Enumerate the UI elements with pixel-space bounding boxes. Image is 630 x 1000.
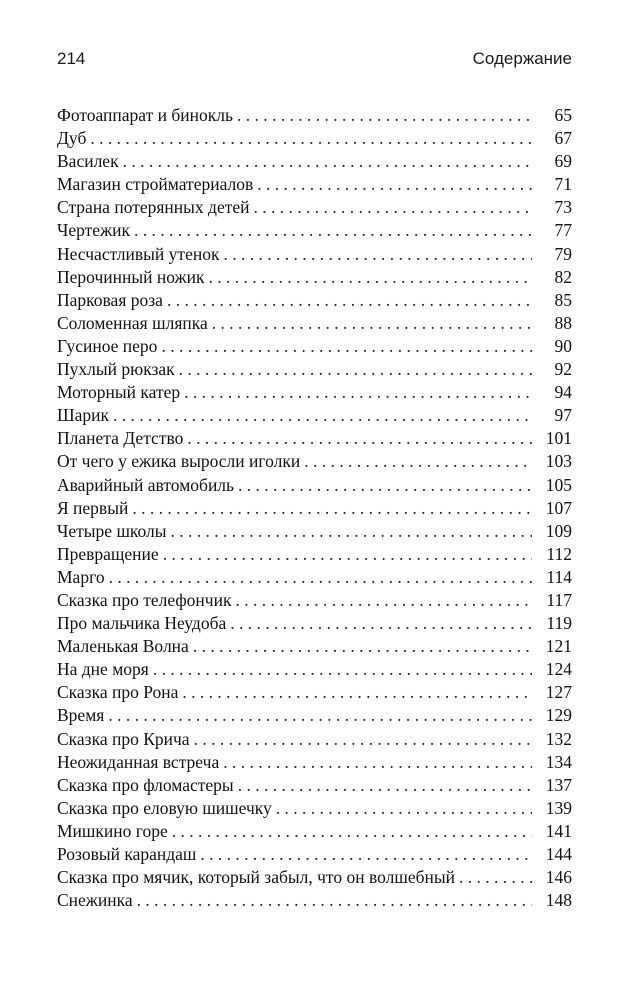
toc-entry-title: Сказка про еловую шишечку xyxy=(57,797,272,818)
toc-entry-page: 103 xyxy=(545,451,572,472)
toc-entry-title: На дне моря xyxy=(57,659,149,680)
toc-entry-title: Моторный катер xyxy=(57,382,181,403)
toc-entry-page: 101 xyxy=(545,428,572,449)
dot-leader xyxy=(223,243,532,266)
toc-entry-title: Перочинный ножик xyxy=(57,266,205,287)
dot-leader xyxy=(193,635,532,658)
toc-entry xyxy=(57,474,572,497)
toc-entry-page: 107 xyxy=(545,497,572,518)
dot-leader xyxy=(223,751,532,774)
toc-entry xyxy=(57,589,572,612)
toc-entry xyxy=(57,612,572,635)
toc-entry-page: 105 xyxy=(545,474,572,495)
dot-leader xyxy=(194,728,532,751)
dot-leader xyxy=(179,358,532,381)
dot-leader xyxy=(132,497,532,520)
dot-leader xyxy=(172,820,532,843)
toc-entry xyxy=(57,196,572,219)
toc-entry-page: 129 xyxy=(545,705,572,726)
toc-entry-title: Магазин стройматериалов xyxy=(57,174,254,195)
toc-entry-title: Снежинка xyxy=(57,890,133,911)
toc-entry-title: Страна потерянных детей xyxy=(57,197,250,218)
toc-entry xyxy=(57,704,572,727)
toc-entry-page: 65 xyxy=(554,105,572,125)
toc-entry xyxy=(57,497,572,520)
toc-entry-page: 114 xyxy=(546,566,572,587)
toc-entry-title: Сказка про телефончик xyxy=(57,589,232,610)
dot-leader xyxy=(167,289,532,312)
toc-entry xyxy=(57,728,572,751)
toc-entry xyxy=(57,289,572,312)
toc-entry-title: Василек xyxy=(57,151,119,172)
toc-entry-page: 127 xyxy=(545,682,572,703)
toc-entry xyxy=(57,312,572,335)
toc-entry-title: Чертежик xyxy=(57,220,131,241)
toc-entry-page: 119 xyxy=(546,613,572,634)
section-title: Содержание xyxy=(472,49,572,68)
toc-entry xyxy=(57,843,572,866)
toc-entry xyxy=(57,358,572,381)
toc-entry xyxy=(57,266,572,289)
dot-leader xyxy=(212,312,532,335)
toc-entry xyxy=(57,658,572,681)
toc-entry xyxy=(57,404,572,427)
toc-entry-title: Четыре школы xyxy=(57,520,167,541)
toc-entry-title: Мишкино горе xyxy=(57,820,168,841)
toc-entry xyxy=(57,381,572,404)
toc-entry-page: 134 xyxy=(545,751,572,772)
toc-entry xyxy=(57,127,572,150)
toc-entry xyxy=(57,427,572,450)
toc-entry xyxy=(57,751,572,774)
dot-leader xyxy=(182,681,532,704)
toc-entry-page: 112 xyxy=(546,543,572,564)
toc-entry-page: 71 xyxy=(554,174,572,195)
toc-entry xyxy=(57,450,572,473)
toc-entry-title: От чего у ежика выросли иголки xyxy=(57,451,301,472)
toc-entry-title: Я первый xyxy=(57,497,129,518)
dot-leader xyxy=(137,889,532,912)
toc-entry-page: 97 xyxy=(554,405,572,426)
dot-leader xyxy=(161,335,532,358)
running-header xyxy=(57,49,572,75)
dot-leader xyxy=(187,427,532,450)
dot-leader xyxy=(238,774,532,797)
dot-leader xyxy=(230,612,532,635)
dot-leader xyxy=(171,520,532,543)
dot-leader xyxy=(134,219,532,242)
toc-entry-title: Сказка про Рона xyxy=(57,682,179,703)
toc-entry-page: 90 xyxy=(554,335,572,356)
toc-entry xyxy=(57,866,572,889)
toc-entry xyxy=(57,820,572,843)
toc-entry-page: 94 xyxy=(554,382,572,403)
toc-entry-page: 132 xyxy=(545,728,572,749)
toc-entry xyxy=(57,889,572,912)
table-of-contents xyxy=(57,104,572,912)
toc-entry-title: Превращение xyxy=(57,543,159,564)
toc-entry-page: 121 xyxy=(545,636,572,657)
toc-entry-title: Парковая роза xyxy=(57,289,163,310)
toc-entry xyxy=(57,243,572,266)
toc-entry xyxy=(57,797,572,820)
toc-entry-title: Сказка про фломастеры xyxy=(57,774,234,795)
dot-leader xyxy=(113,404,532,427)
dot-leader xyxy=(90,127,532,150)
toc-entry-title: Несчастливый утенок xyxy=(57,243,220,264)
toc-entry-title: Соломенная шляпка xyxy=(57,312,208,333)
toc-entry xyxy=(57,543,572,566)
dot-leader xyxy=(254,196,533,219)
dot-leader xyxy=(153,658,532,681)
toc-entry-page: 109 xyxy=(545,520,572,541)
toc-entry-page: 139 xyxy=(545,797,572,818)
toc-entry xyxy=(57,774,572,797)
toc-entry xyxy=(57,566,572,589)
toc-entry-title: Сказка про Крича xyxy=(57,728,190,749)
toc-entry xyxy=(57,520,572,543)
toc-entry-page: 73 xyxy=(554,197,572,218)
toc-entry-title: Неожиданная встреча xyxy=(57,751,220,772)
toc-entry xyxy=(57,681,572,704)
toc-entry xyxy=(57,150,572,173)
dot-leader xyxy=(123,150,532,173)
toc-entry-page: 117 xyxy=(546,589,572,610)
dot-leader xyxy=(257,173,532,196)
toc-entry xyxy=(57,104,572,127)
toc-entry-title: Аварийный автомобиль xyxy=(57,474,235,495)
toc-entry-title: Гусиное перо xyxy=(57,335,158,356)
toc-entry-page: 79 xyxy=(554,243,572,264)
dot-leader xyxy=(276,797,532,820)
toc-entry-title: Сказка про мячик, который забыл, что он волшебный xyxy=(57,867,455,888)
toc-entry-page: 124 xyxy=(545,659,572,680)
toc-entry xyxy=(57,335,572,358)
toc-entry-title: Шарик xyxy=(57,405,110,426)
toc-entry-title: Про мальчика Неудоба xyxy=(57,613,227,634)
toc-entry-title: Пухлый рюкзак xyxy=(57,359,175,380)
toc-entry-page: 141 xyxy=(545,820,572,841)
dot-leader xyxy=(109,566,532,589)
toc-entry-title: Планета Детство xyxy=(57,428,184,449)
toc-entry-page: 146 xyxy=(545,867,572,888)
dot-leader xyxy=(304,450,532,473)
toc-entry-title: Дуб xyxy=(57,128,87,149)
toc-entry xyxy=(57,219,572,242)
dot-leader xyxy=(238,474,532,497)
dot-leader xyxy=(108,704,532,727)
toc-entry-page: 69 xyxy=(554,151,572,172)
dot-leader xyxy=(163,543,532,566)
toc-entry-title: Маленькая Волна xyxy=(57,636,189,657)
toc-entry-page: 77 xyxy=(554,220,572,241)
toc-entry xyxy=(57,173,572,196)
toc-entry-title: Розовый карандаш xyxy=(57,844,197,864)
dot-leader xyxy=(237,104,532,127)
toc-entry-page: 137 xyxy=(545,774,572,795)
dot-leader xyxy=(200,843,532,866)
toc-entry-title: Время xyxy=(57,705,105,726)
toc-entry-page: 148 xyxy=(545,890,572,911)
dot-leader xyxy=(184,381,532,404)
toc-entry xyxy=(57,635,572,658)
dot-leader xyxy=(459,866,532,889)
toc-entry-title: Марго xyxy=(57,566,105,587)
toc-entry-page: 82 xyxy=(554,266,572,287)
toc-entry-page: 67 xyxy=(554,128,572,149)
page-number: 214 xyxy=(57,49,86,68)
toc-entry-page: 144 xyxy=(545,844,572,864)
dot-leader xyxy=(235,589,532,612)
toc-entry-page: 92 xyxy=(554,359,572,380)
toc-entry-page: 88 xyxy=(554,312,572,333)
dot-leader xyxy=(209,266,533,289)
toc-entry-page: 85 xyxy=(554,289,572,310)
toc-entry-title: Фотоаппарат и бинокль xyxy=(57,105,233,125)
